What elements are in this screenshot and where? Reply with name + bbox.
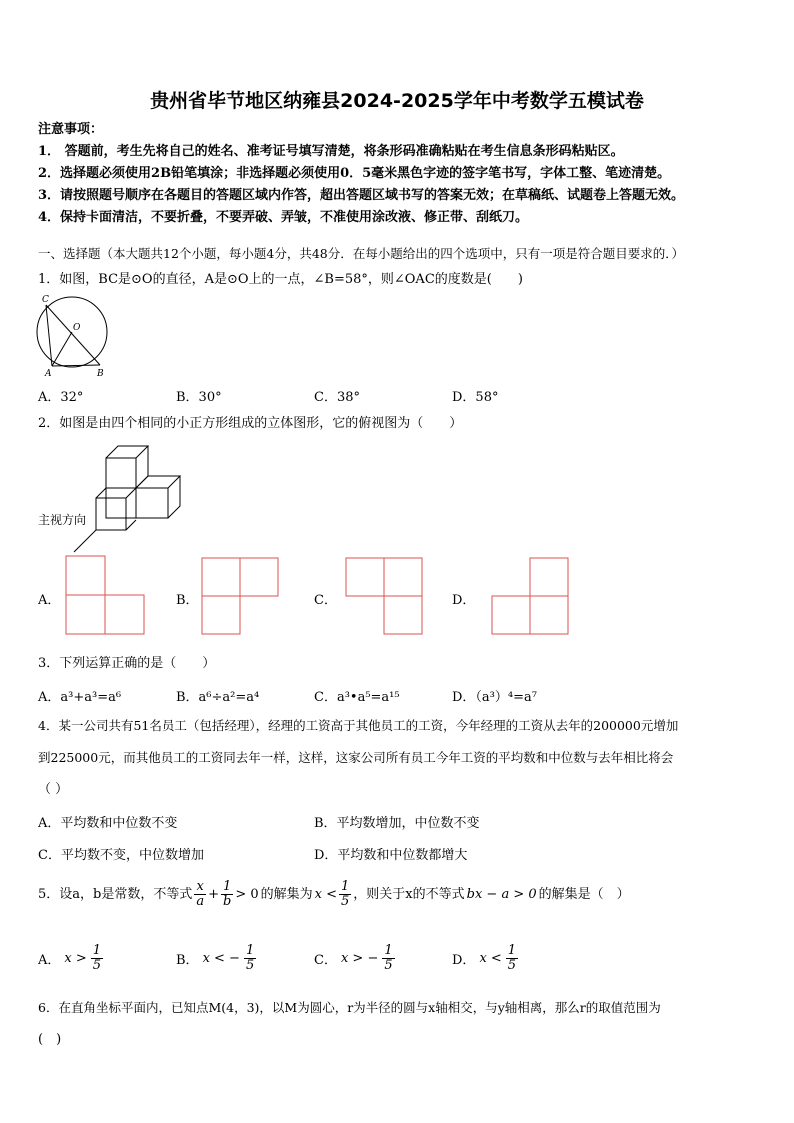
q4-option-c: C．平均数不变，中位数增加 bbox=[38, 848, 204, 863]
label-C: C bbox=[42, 295, 49, 305]
q4-option-b: B．平均数增加，中位数不变 bbox=[314, 816, 480, 831]
q4-option-d: D．平均数和中位数都增大 bbox=[314, 848, 468, 863]
q1-option-b: B．30° bbox=[176, 390, 222, 405]
q5-option-a: A． x > $\frac{1}{5}$ bbox=[38, 943, 102, 973]
q5-prefix: 5．设a，b是常数，不等式 bbox=[38, 886, 193, 902]
q5-option-d: D． x < $\frac{1}{5}$ bbox=[452, 943, 517, 973]
q5-option-c: C． x > − $\frac{1}{5}$ bbox=[314, 943, 393, 973]
q3-option-d: D．（a³）⁴=a⁷ bbox=[452, 690, 537, 705]
q5-middle: 的解集为 bbox=[260, 886, 313, 902]
notice-item-4: 4．保持卡面清洁，不要折叠，不要弄破、弄皱，不准使用涂改液、修正带、刮纸刀。 bbox=[38, 210, 529, 225]
question-3-stem: 3．下列运算正确的是（ ） bbox=[38, 656, 216, 671]
q5-sol-lhs: x < bbox=[314, 886, 338, 902]
q5-ineq-tail: > 0 bbox=[235, 886, 259, 902]
q5-option-b: B． x < − $\frac{1}{5}$ bbox=[176, 943, 255, 973]
question-4-line-2: 到225000元，而其他员工的工资同去年一样，这样，这家公司所有员工今年工资的平均数和中位数与去年相比将会 bbox=[38, 750, 674, 765]
question-4-line-1: 4．某一公司共有51名员工（包括经理），经理的工资高于其他员工的工资，今年经理的工资从去年的200000元增加 bbox=[38, 718, 679, 733]
q2-option-b-letter: B． bbox=[176, 593, 199, 608]
page-title: 贵州省毕节地区纳雍县2024-2025学年中考数学五模试卷 bbox=[150, 90, 644, 112]
section-heading: 一、选择题（本大题共12个小题，每小题4分，共48分．在每小题给出的四个选项中，只有一项是符合题目要求的．） bbox=[38, 246, 685, 261]
q2-option-b-grid bbox=[202, 558, 282, 638]
q5-middle2: ，则关于x的不等式 bbox=[353, 886, 465, 902]
q4-option-a: A．平均数和中位数不变 bbox=[38, 816, 178, 831]
q1-option-a: A．32° bbox=[38, 390, 84, 405]
q5-sol-frac: $\frac{1}{5}$ bbox=[341, 879, 350, 909]
question-5-stem bbox=[38, 880, 630, 909]
q5-plus: + bbox=[208, 886, 220, 902]
q2-option-c-letter: C． bbox=[314, 593, 337, 608]
q2-option-c-grid bbox=[346, 558, 426, 638]
q5-frac-1-b: $\frac{1}{b}$ bbox=[223, 879, 232, 909]
q5-ineq2: bx − a > 0 bbox=[466, 886, 537, 902]
label-A: A bbox=[45, 369, 52, 379]
q5-frac-x-a: $\frac{x}{a}$ bbox=[196, 879, 205, 909]
q5-suffix: 的解集是（ ） bbox=[538, 886, 630, 902]
question-6-line-2: ( ) bbox=[38, 1032, 62, 1047]
q3-option-c: C．a³•a⁵=a¹⁵ bbox=[314, 690, 400, 705]
q1-option-d: D．58° bbox=[452, 390, 499, 405]
notice-item-2: 2．选择题必须使用2B铅笔填涂；非选择题必须使用0．5毫米黑色字迹的签字笔书写，字体工整、笔迹清楚。 bbox=[38, 166, 671, 181]
notice-heading: 注意事项： bbox=[38, 122, 104, 137]
q2-option-a-letter: A． bbox=[38, 593, 61, 608]
question-1-stem: 1．如图，BC是⊙O的直径，A是⊙O上的一点，∠B=58°，则∠OAC的度数是( ) bbox=[38, 272, 523, 287]
label-B: B bbox=[97, 369, 104, 379]
q2-option-d-letter: D． bbox=[452, 593, 476, 608]
q3-option-b: B．a⁶÷a²=a⁴ bbox=[176, 690, 260, 705]
notice-item-3: 3．请按照题号顺序在各题目的答题区域内作答，超出答题区域书写的答案无效；在草稿纸、试题卷上答题无效。 bbox=[38, 188, 685, 203]
question-2-stem: 2．如图是由四个相同的小正方形组成的立体图形，它的俯视图为（ ） bbox=[38, 416, 463, 431]
question-6-line-1: 6．在直角坐标平面内，已知点M(4，3)，以M为圆心，r为半径的圆与x轴相交，与y轴相离，那么r的取值范围为 bbox=[38, 1000, 661, 1015]
view-direction-label: 主视方向 bbox=[38, 513, 87, 527]
cube-figure bbox=[60, 444, 190, 574]
circle-figure bbox=[36, 295, 116, 379]
q1-option-c: C．38° bbox=[314, 390, 360, 405]
notice-item-1: 1． 答题前，考生先将自己的姓名、准考证号填写清楚，将条形码准确粘贴在考生信息条形码粘贴区。 bbox=[38, 144, 624, 159]
q2-option-a-grid bbox=[66, 556, 146, 636]
question-4-line-3: （ ） bbox=[38, 782, 69, 797]
q2-option-d-grid bbox=[492, 558, 572, 638]
label-O: O bbox=[73, 323, 81, 333]
q3-option-a: A．a³+a³=a⁶ bbox=[38, 690, 122, 705]
